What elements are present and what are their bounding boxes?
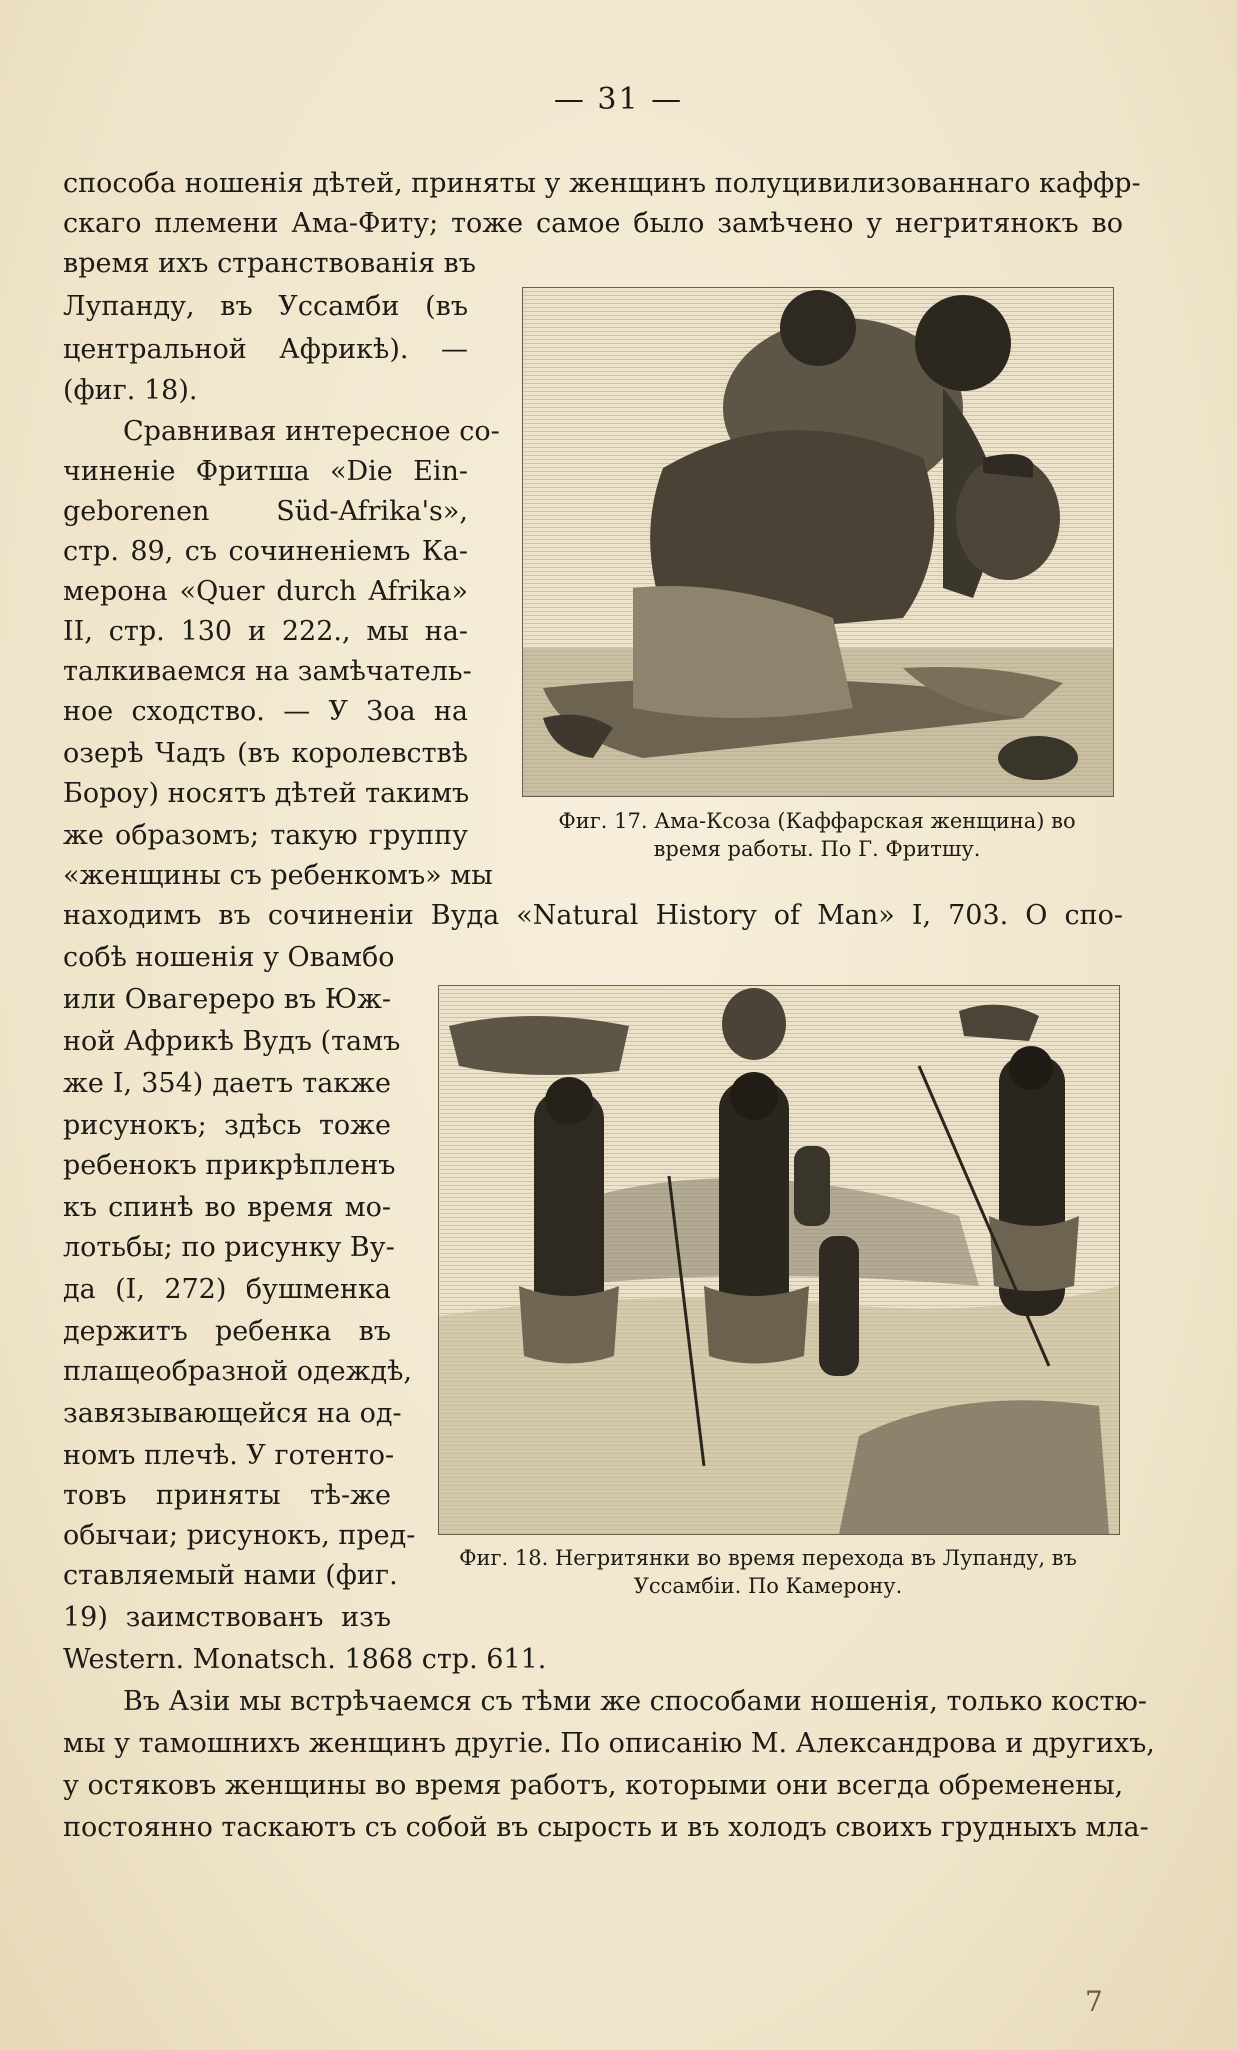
text-line: Бороу) носятъ дѣтей такимъ: [63, 778, 470, 809]
text-line: рисунокъ; здѣсь тоже: [63, 1110, 391, 1141]
text-line: мы у тамошнихъ женщинъ другіе. По описанію М. Александрова и другихъ,: [63, 1728, 1155, 1759]
figure-17-caption: [516, 807, 1118, 863]
text-line: стр. 89, съ сочиненіемъ Ка-: [63, 536, 468, 567]
text-line: къ спинѣ во время мо-: [63, 1192, 391, 1223]
text-line: обычаи; рисунокъ, пред-: [63, 1520, 416, 1551]
text-line: лотьбы; по рисунку Ву-: [63, 1232, 395, 1263]
text-line: товъ приняты тѣ-же: [63, 1480, 391, 1511]
text-line: у остяковъ женщины во время работъ, которыми они всегда обременены,: [63, 1770, 1124, 1801]
text-line: постоянно таскаютъ съ собой въ сырость и въ холодъ своихъ грудныхъ мла-: [63, 1812, 1149, 1843]
margin-mark: 7: [1085, 1985, 1103, 2018]
text-line: Лупанду, въ Уссамби (въ: [63, 291, 468, 322]
text-line: чиненіе Фритша «Die Ein-: [63, 456, 468, 487]
figure-17-engraving: [522, 287, 1114, 797]
text-line: находимъ въ сочиненіи Вуда «Natural History of Man» I, 703. О спо-: [63, 900, 1123, 931]
figure-18-engraving: [438, 985, 1120, 1535]
text-line: (фиг. 18).: [63, 375, 198, 406]
text-line: же образомъ; такую группу: [63, 820, 468, 851]
text-line: geborenen Süd-Afrika's»,: [63, 496, 468, 527]
text-line: Сравнивая интересное со-: [123, 416, 500, 447]
text-line: или Овагереро въ Юж-: [63, 984, 391, 1015]
text-line: Въ Азіи мы встрѣчаемся съ тѣми же способами ношенія, только костю-: [123, 1686, 1148, 1717]
text-line: «женщины съ ребенкомъ» мы: [63, 860, 493, 891]
text-line: 19) заимствованъ изъ: [63, 1602, 391, 1633]
text-line: же I, 354) даетъ также: [63, 1068, 391, 1099]
text-line: собѣ ношенія у Овамбо: [63, 942, 395, 973]
text-line: ное сходство. — У Зоа на: [63, 696, 468, 727]
caption-line: Уссамбіи. По Камерону.: [633, 1574, 903, 1598]
text-line: ной Африкѣ Вудъ (тамъ: [63, 1026, 401, 1057]
text-line: завязывающейся на од-: [63, 1398, 402, 1429]
text-line: держитъ ребенка въ: [63, 1316, 391, 1347]
text-line: номъ плечѣ. У готенто-: [63, 1440, 395, 1471]
text-line: Western. Monatsch. 1868 стр. 611.: [63, 1644, 547, 1675]
text-line: центральной Африкѣ). —: [63, 334, 468, 365]
text-line: плащеобразной одеждѣ,: [63, 1356, 412, 1387]
kneeling-woman-illustration: [523, 288, 1113, 796]
text-line: ребенокъ прикрѣпленъ: [63, 1150, 396, 1181]
figure-18-caption: [408, 1544, 1128, 1600]
text-line: время ихъ странствованія въ: [63, 248, 476, 279]
caption-line: Фиг. 17. Ама-Ксоза (Каффарская женщина) во: [558, 809, 1076, 833]
text-line: озерѣ Чадъ (въ королевствѣ: [63, 738, 468, 769]
text-line: II, стр. 130 и 222., мы на-: [63, 616, 468, 647]
text-line: скаго племени Ама-Фиту; тоже самое было замѣчено у негритянокъ во: [63, 208, 1123, 239]
text-line: способа ношенія дѣтей, приняты у женщинъ полуцивилизованнаго каффр-: [63, 168, 1141, 199]
walking-women-illustration: [439, 986, 1119, 1534]
caption-line: Фиг. 18. Негритянки во время перехода въ Лупанду, въ: [459, 1546, 1077, 1570]
page-number: — 31 —: [553, 82, 684, 117]
text-line: мерона «Quer durch Afrika»: [63, 576, 468, 607]
text-line: да (I, 272) бушменка: [63, 1274, 391, 1305]
text-line: талкиваемся на замѣчатель-: [63, 656, 472, 687]
caption-line: время работы. По Г. Фритшу.: [653, 837, 981, 861]
text-line: ставляемый нами (фиг.: [63, 1560, 398, 1591]
